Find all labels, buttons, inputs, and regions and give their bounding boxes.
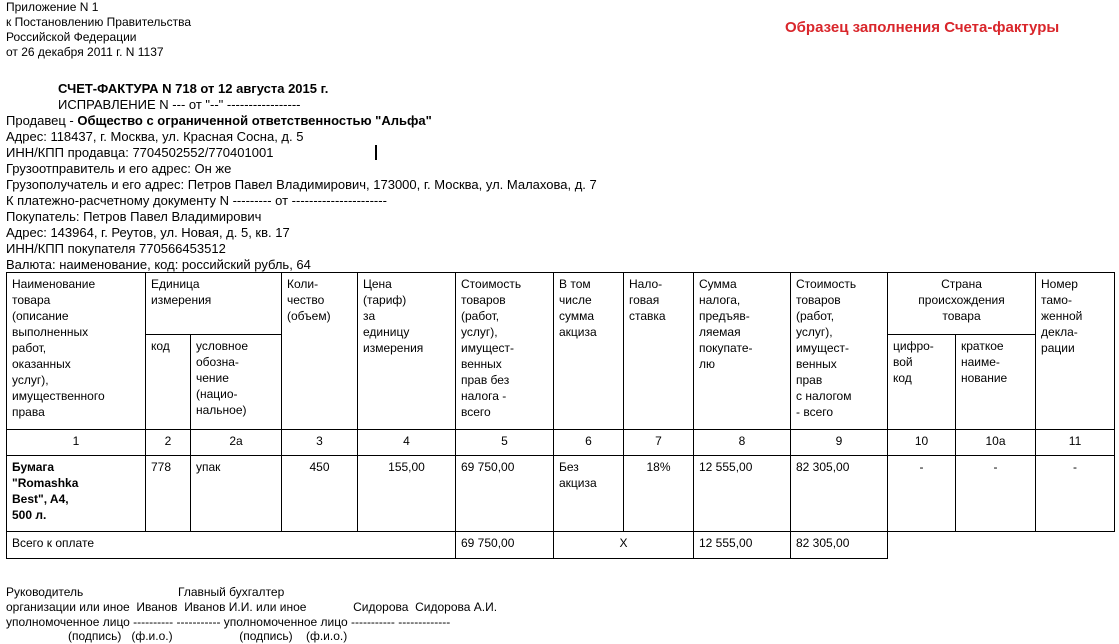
column-number: 8 [694,430,791,456]
invoice-title: СЧЕТ-ФАКТУРА N 718 от 12 августа 2015 г. [58,81,329,96]
consignee-line: Грузополучатель и его адрес: Петров Павел Владимирович, 173000, г. Москва, ул. Малахова, д. 7 [6,177,597,192]
buyer-line: Покупатель: Петров Павел Владимирович [6,209,262,224]
item-name: Бумага "Romashka Best", A4, 500 л. [7,456,146,532]
header-name: Наименование товара (описание выполненных работ, оказанных услуг), имущественного права [7,273,146,430]
seller-inn: ИНН/КПП продавца: 7704502552/770401001 [6,145,274,160]
header-country: Страна происхождения товара [888,273,1036,335]
column-number: 4 [358,430,456,456]
signature-line-names: организации или иное Иванов Иванов И.И. или иное Сидорова Сидорова А.И. [6,600,498,614]
header-tax-sum: Сумма налога, предъяв- ляемая покупате- лю [694,273,791,430]
item-price: 155,00 [358,456,456,532]
buyer-inn: ИНН/КПП покупателя 770566453512 [6,241,226,256]
payment-doc-line: К платежно-расчетному документу N --------- от ---------------------- [6,193,387,208]
header-tax-rate: Нало- говая ставка [624,273,694,430]
header-excise: В том числе сумма акциза [554,273,624,430]
column-number: 3 [282,430,358,456]
column-number: 7 [624,430,694,456]
item-unit-code: 778 [146,456,191,532]
total-cost-with-tax: 82 305,00 [791,532,888,559]
column-number: 10 [888,430,956,456]
total-tax-sum: 12 555,00 [694,532,791,559]
item-country-name: - [956,456,1036,532]
correction-line: ИСПРАВЛЕНИЕ N --- от "--" ----------------- [58,97,301,112]
signature-line-captions: (подпись) (ф.и.о.) (подпись) (ф.и.о.) [68,629,348,643]
signature-heading-left: Руководитель [6,585,84,599]
appendix-line: от 26 декабря 2011 г. N 1137 [6,45,164,59]
empty-cell [888,532,956,559]
header-unit-name: условное обозна- чение (нацио- нальное) [191,335,282,430]
table-row [7,456,1115,532]
shipper-line: Грузоотправитель и его адрес: Он же [6,161,232,176]
column-number: 5 [456,430,554,456]
header-unit-code: код [146,335,191,430]
empty-cell [1036,532,1115,559]
signature-heading-right: Главный бухгалтер [178,585,285,599]
appendix-line: Приложение N 1 [6,0,99,14]
buyer-address: Адрес: 143964, г. Реутов, ул. Новая, д. 5, кв. 17 [6,225,290,240]
item-tax-rate: 18% [624,456,694,532]
item-cost-with-tax: 82 305,00 [791,456,888,532]
column-number: 2а [191,430,282,456]
header-cost-no-tax: Стоимость товаров (работ, услуг), имущест- венных прав без налога - всего [456,273,554,430]
item-excise: Без акциза [554,456,624,532]
header-unit: Единица измерения [146,273,282,335]
column-number: 11 [1036,430,1115,456]
total-label: Всего к оплате [7,532,456,559]
item-country-code: - [888,456,956,532]
header-price: Цена (тариф) за единицу измерения [358,273,456,430]
total-cost-no-tax: 69 750,00 [456,532,554,559]
seller-line [6,113,432,129]
total-row [7,532,1115,559]
column-number: 6 [554,430,624,456]
header-qty: Коли- чество (объем) [282,273,358,430]
empty-cell [956,532,1036,559]
seller-address: Адрес: 118437, г. Москва, ул. Красная Сосна, д. 5 [6,129,304,144]
invoice-table [6,272,1115,559]
sample-title: Образец заполнения Счета-фактуры [785,19,1060,36]
seller-name: Общество с ограниченной ответственностью "Альфа" [77,113,432,128]
column-number: 1 [7,430,146,456]
currency-line: Валюта: наименование, код: российский рубль, 64 [6,257,311,272]
header-country-code: цифро- вой код [888,335,956,430]
column-number: 9 [791,430,888,456]
column-number: 2 [146,430,191,456]
item-qty: 450 [282,456,358,532]
text-cursor [375,145,377,160]
seller-label: Продавец - [6,113,78,128]
item-tax-sum: 12 555,00 [694,456,791,532]
signature-line-dashes: уполномоченное лицо ---------- ----------- уполномоченное лицо ----------- ------------- [6,615,451,629]
item-unit-name: упак [191,456,282,532]
header-cost-with-tax: Стоимость товаров (работ, услуг), имущест- венных прав с налогом - всего [791,273,888,430]
total-excise-mark: X [554,532,694,559]
item-customs: - [1036,456,1115,532]
header-country-name: краткое наиме- нование [956,335,1036,430]
appendix-note [6,0,191,60]
header-customs: Номер тамо- женной декла- рации [1036,273,1115,430]
column-number: 10а [956,430,1036,456]
appendix-line: Российской Федерации [6,30,137,44]
appendix-line: к Постановлению Правительства [6,15,192,29]
item-cost-no-tax: 69 750,00 [456,456,554,532]
